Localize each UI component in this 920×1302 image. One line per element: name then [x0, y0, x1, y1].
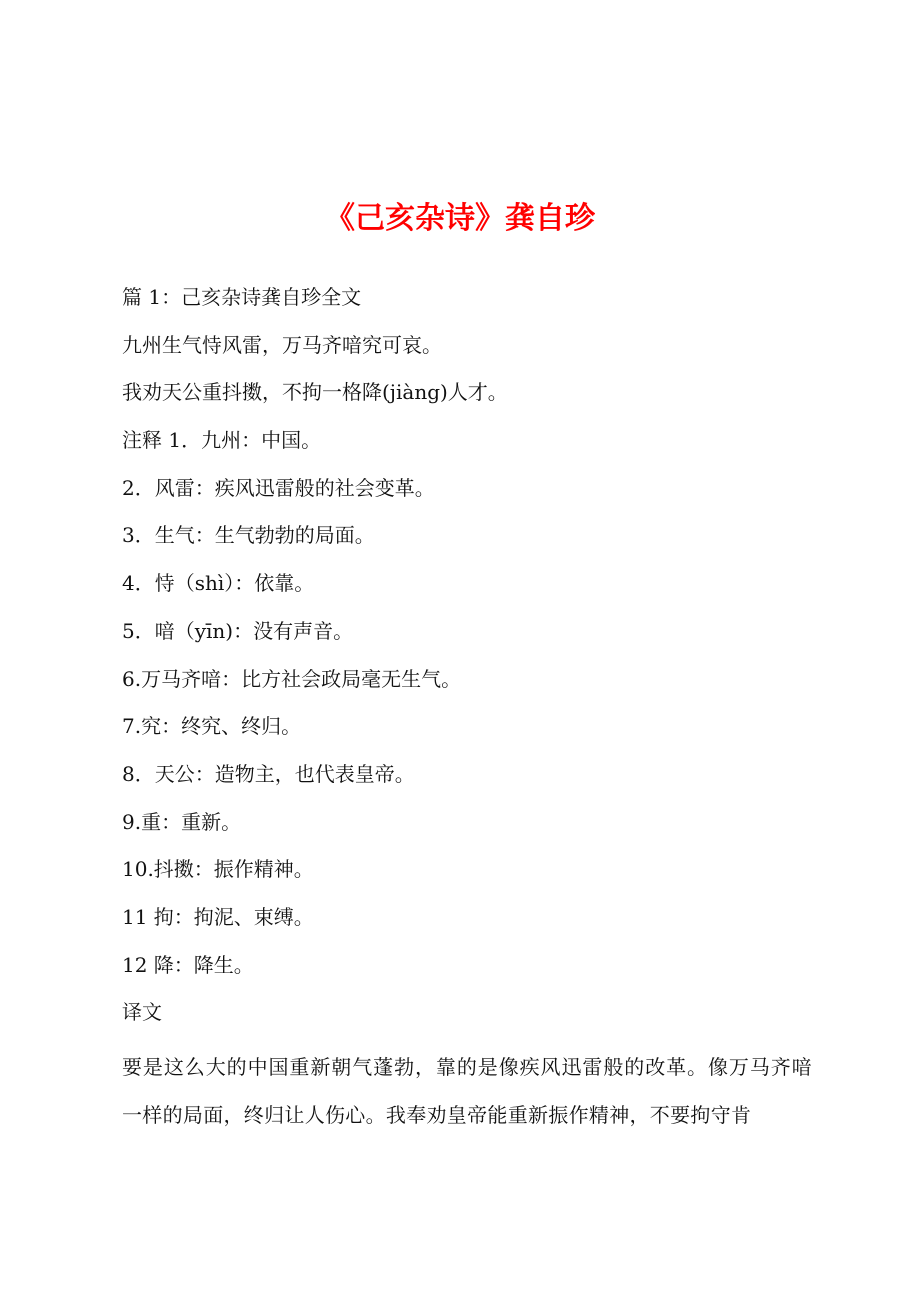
note-9: 9.重：重新。 — [122, 809, 242, 834]
note-1: 注释 1．九州：中国。 — [122, 428, 322, 453]
note-11: 11 拘：拘泥、束缚。 — [122, 904, 314, 929]
translation-heading: 译文 — [122, 1000, 162, 1025]
note-12: 12 降：降生。 — [122, 952, 254, 977]
note-5: 5．喑（yīn)：没有声音。 — [122, 618, 354, 643]
note-7: 7.究：终究、终归。 — [122, 714, 302, 739]
translation-paragraph: 要是这么大的中国重新朝气蓬勃，靠的是像疾风迅雷般的改革。像万马齐喑一样的局面，终归让人伤心。我奉劝皇帝能重新振作精神，不要拘守肯 — [122, 1055, 812, 1127]
note-6: 6.万马齐喑：比方社会政局毫无生气。 — [122, 666, 462, 691]
note-4: 4．恃（shì）：依靠。 — [122, 571, 315, 596]
document-body — [122, 280, 812, 1139]
note-8: 8．天公：造物主，也代表皇帝。 — [122, 761, 415, 786]
section-heading: 篇 1：己亥杂诗龚自珍全文 — [122, 285, 362, 309]
note-10: 10.抖擞：振作精神。 — [122, 857, 314, 882]
note-2: 2．风雷：疾风迅雷般的社会变革。 — [122, 475, 435, 500]
poem-line-2: 我劝天公重抖擞，不拘一格降(jiàng)人才。 — [122, 380, 508, 405]
document-title: 《己亥杂诗》龚自珍 — [325, 201, 595, 236]
poem-line-1: 九州生气恃风雷，万马齐喑究可哀。 — [122, 332, 442, 357]
note-3: 3．生气：生气勃勃的局面。 — [122, 523, 375, 548]
